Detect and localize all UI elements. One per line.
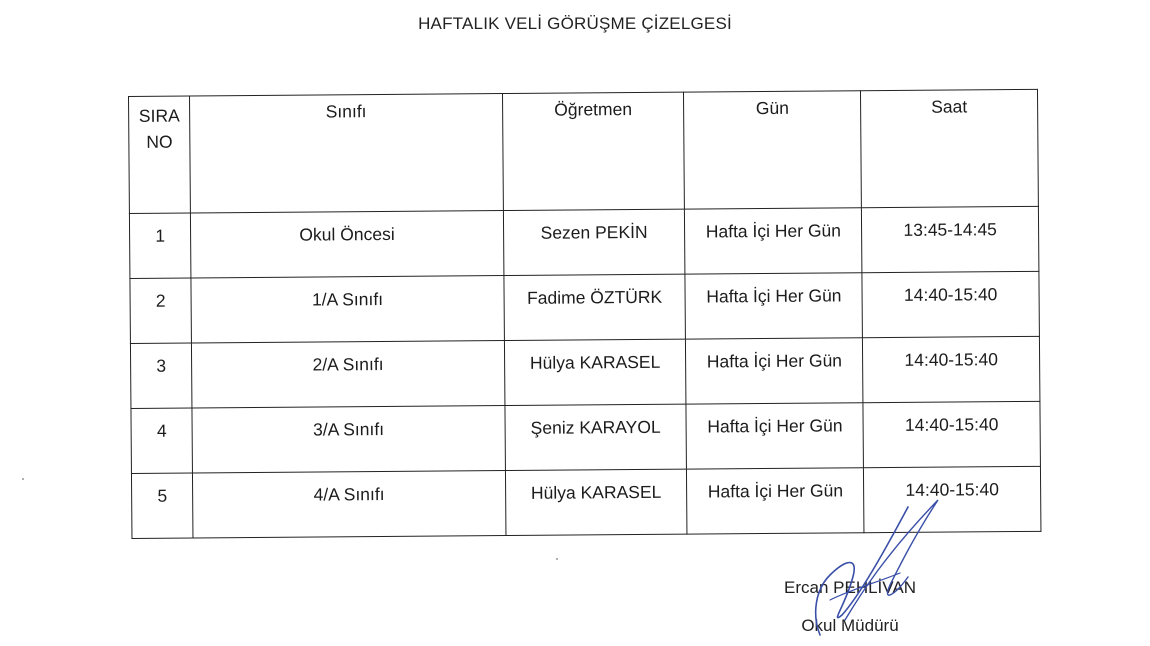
- cell-teacher: Hülya KARASEL: [505, 469, 687, 535]
- cell-class: Okul Öncesi: [191, 211, 504, 278]
- cell-day: Hafta İçi Her Gün: [687, 468, 864, 534]
- cell-day: Hafta İçi Her Gün: [685, 273, 862, 339]
- cell-teacher: Hülya KARASEL: [504, 339, 686, 405]
- paper-speck: [22, 478, 24, 480]
- cell-time: 14:40-15:40: [863, 401, 1040, 467]
- cell-no: 5: [131, 473, 193, 538]
- header-no: [129, 96, 191, 213]
- paper-speck: [556, 558, 558, 560]
- cell-time: 14:40-15:40: [863, 336, 1040, 402]
- header-time: Saat: [861, 89, 1039, 207]
- handwritten-signature: [790, 495, 950, 645]
- cell-day: Hafta İçi Her Gün: [686, 338, 863, 404]
- cell-no: 1: [129, 213, 191, 278]
- cell-class: 1/A Sınıfı: [191, 276, 504, 343]
- header-class: Sınıfı: [190, 94, 503, 213]
- cell-day: Hafta İçi Her Gün: [685, 208, 862, 274]
- cell-time: 14:40-15:40: [864, 466, 1041, 532]
- cell-class: 2/A Sınıfı: [192, 341, 505, 408]
- principal-name: Ercan PEHLİVAN: [784, 578, 916, 597]
- cell-teacher: Şeniz KARAYOL: [505, 404, 687, 470]
- cell-day: Hafta İçi Her Gün: [686, 403, 863, 469]
- header-teacher: Öğretmen: [502, 92, 685, 210]
- table-row: [130, 271, 1039, 343]
- principal-role: Okul Müdürü: [801, 616, 899, 635]
- table-row: [130, 336, 1039, 408]
- table-row: [129, 206, 1038, 278]
- document-title: HAFTALIK VELİ GÖRÜŞME ÇİZELGESİ: [418, 14, 732, 33]
- table-header-row: [129, 89, 1039, 213]
- cell-no: 3: [130, 343, 192, 408]
- cell-no: 2: [130, 278, 192, 343]
- cell-teacher: Sezen PEKİN: [503, 209, 685, 275]
- header-no-line2: NO: [146, 131, 173, 152]
- table-row: [131, 401, 1040, 473]
- meeting-schedule-table: [128, 89, 1041, 539]
- header-no-line1: SIRA: [138, 105, 180, 126]
- cell-class: 4/A Sınıfı: [193, 471, 506, 538]
- cell-time: 13:45-14:45: [862, 206, 1039, 272]
- header-day: Gün: [684, 91, 862, 209]
- cell-no: 4: [131, 408, 193, 473]
- cell-time: 14:40-15:40: [862, 271, 1039, 337]
- cell-class: 3/A Sınıfı: [192, 406, 505, 473]
- cell-teacher: Fadime ÖZTÜRK: [504, 274, 686, 340]
